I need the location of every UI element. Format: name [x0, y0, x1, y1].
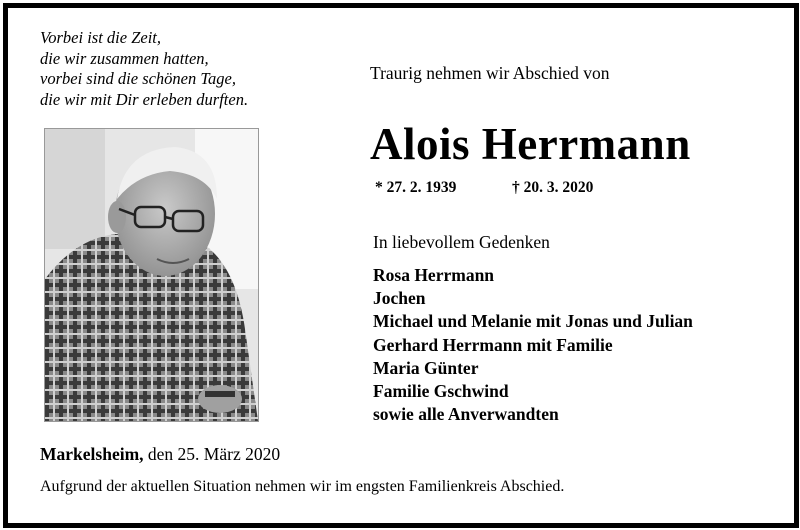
poem-line: die wir zusammen hatten, — [40, 48, 209, 68]
mourner: Familie Gschwind — [373, 381, 509, 402]
mourners-list — [373, 264, 693, 426]
mourner: Jochen — [373, 288, 426, 309]
mourner: Maria Günter — [373, 357, 479, 378]
memory-text: In liebevollem Gedenken — [373, 232, 550, 252]
poem-line: Vorbei ist die Zeit, — [40, 28, 161, 47]
birth-date: * 27. 2. 1939 — [375, 179, 457, 196]
date: den 25. März 2020 — [143, 444, 281, 464]
mourner: Michael und Melanie mit Jonas und Julian — [373, 311, 693, 332]
portrait-illustration — [45, 129, 258, 421]
poem-line: vorbei sind die schönen Tage, — [40, 69, 236, 88]
place: Markelsheim, — [40, 444, 144, 464]
footer-note: Aufgrund der aktuellen Situation nehmen wir im engsten Familienkreis Abschied. — [40, 478, 565, 495]
intro-text: Traurig nehmen wir Abschied von — [370, 63, 610, 83]
portrait-photo-icon — [44, 128, 259, 422]
mourner: Rosa Herrmann — [373, 265, 495, 285]
death-date: † 20. 3. 2020 — [512, 179, 594, 196]
life-dates — [375, 179, 594, 197]
poem-line: die wir mit Dir erleben durften. — [40, 89, 249, 109]
poem — [40, 28, 248, 110]
mourner: Gerhard Herrmann mit Familie — [373, 334, 613, 355]
place-date — [40, 444, 280, 465]
deceased-name: Alois Herrmann — [370, 119, 691, 169]
mourner: sowie alle Anverwandten — [373, 404, 559, 425]
